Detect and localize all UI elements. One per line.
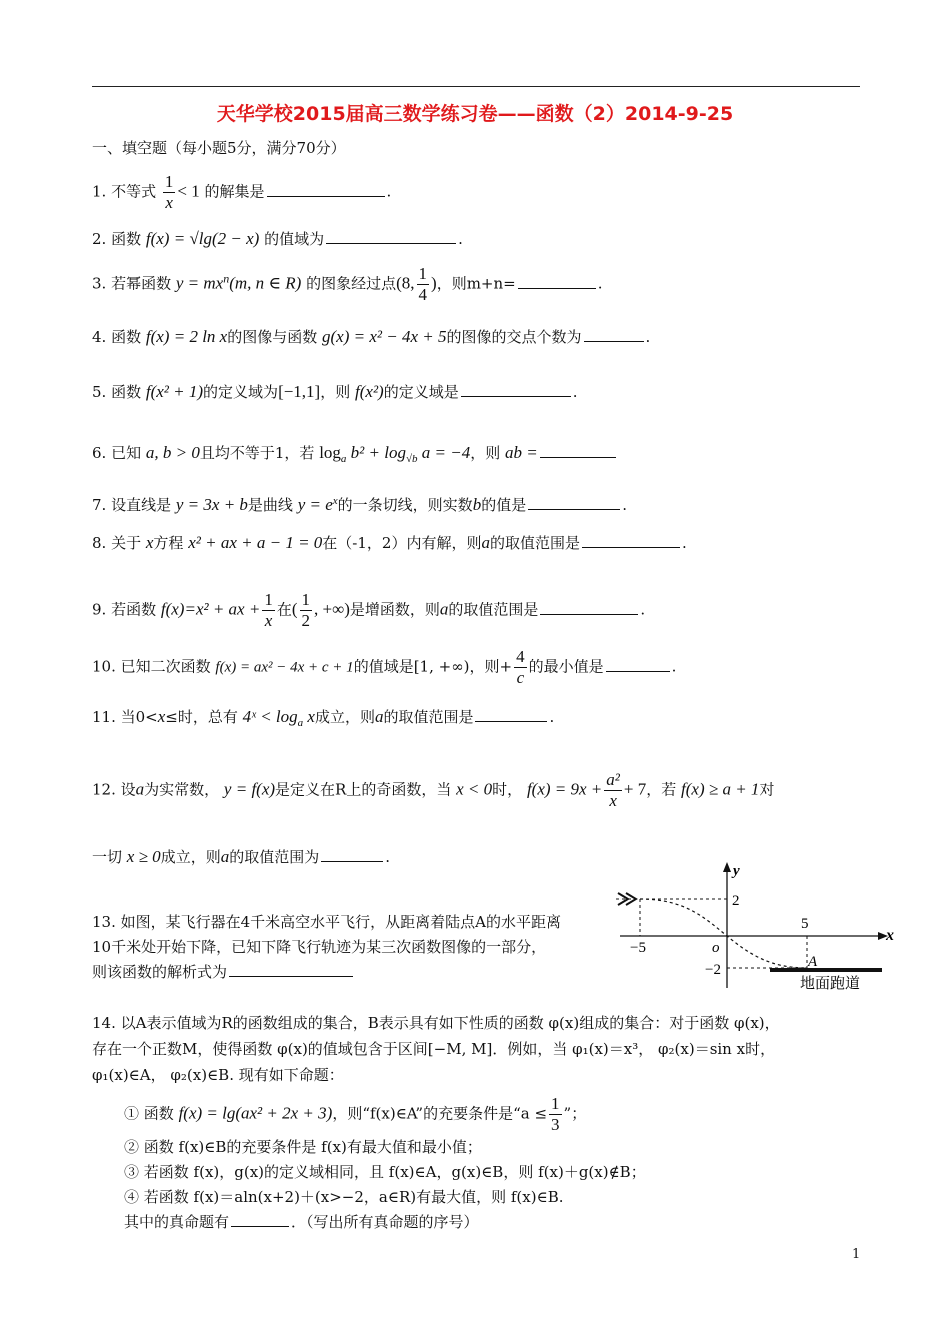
q9-text-a: 9. 若函数 (92, 600, 157, 619)
q12-var2: a (220, 847, 230, 866)
question-13 (92, 910, 592, 985)
q12-text-c: 是定义在R上的奇函数，当 (275, 780, 452, 799)
q11-text-e: . (549, 708, 555, 726)
q12-text-g: 对 (759, 780, 775, 799)
q9-text-b: 在 (276, 600, 292, 619)
flight-curve (640, 899, 807, 968)
q11-x2: x (303, 707, 315, 726)
q14-statement-2: ② 函数 f(x)∈B的充要条件是 f(x)有最大值和最小值； (124, 1138, 482, 1156)
y-axis-label: y (733, 863, 740, 879)
q7-text-a: 7. 设直线是 (92, 496, 172, 514)
question-2 (92, 228, 463, 249)
q5-domain: [−1,1] (278, 382, 321, 401)
q7-answer-blank[interactable] (528, 508, 620, 510)
q11-x: x (157, 707, 166, 726)
y-axis-arrow (723, 862, 731, 872)
q4-f: f(x) = 2 ln x (145, 327, 228, 346)
q3-frac-num: 1 (418, 264, 428, 283)
q14-s5-text: 其中的真命题有 (124, 1213, 230, 1231)
q1-frac-num: 1 (164, 172, 174, 191)
q1-answer-blank[interactable] (267, 195, 385, 197)
q13-line1: 13. 如图，某飞行器在4千米高空水平飞行，从距离着陆点A的水平距离 (92, 913, 562, 931)
question-10 (92, 647, 676, 688)
tick-2: 2 (732, 893, 740, 909)
q14-line1: 14. 以A表示值域为R的函数组成的集合，B表示具有如下性质的函数 φ(x)组成的集合：对于函数 φ(x)， (92, 1014, 780, 1032)
q7-exp: x (332, 495, 338, 507)
q3-text-b: 的图象经过点 (306, 274, 397, 293)
q6-text-b: 且均不等于1，若 (199, 444, 315, 462)
q12-answer-blank[interactable] (321, 860, 383, 862)
q8-text-b: 方程 (153, 534, 184, 552)
q6-answer-blank[interactable] (540, 456, 616, 458)
q8-x: x (145, 533, 154, 552)
q6-ab: ab = (505, 443, 538, 462)
question-1 (92, 172, 391, 213)
flight-path-graph (610, 858, 910, 996)
q6-cond: a, b > 0 (145, 443, 200, 462)
q5-text-b: 的定义域为 (203, 383, 279, 401)
q6-text-c: ，则 (470, 444, 501, 462)
runway-label: 地面跑道 (800, 974, 861, 992)
q14-statement-4: ④ 若函数 f(x)＝aln(x+2)＋(x>−2，a∈R)有最大值，则 f(x)∈B. (124, 1188, 564, 1206)
q13-line2: 10千米处开始下降，已知下降飞行轨迹为某三次函数图像的一部分， (92, 938, 547, 956)
q14-s1-c: ”； (563, 1104, 587, 1123)
q12-line2-a: 一切 (92, 848, 123, 866)
q11-var: a (374, 707, 384, 726)
q7-text-b: 是曲线 (247, 496, 293, 514)
question-9 (92, 590, 645, 631)
q12-line2-c: 的取值范围为 (229, 848, 320, 866)
q3-point-close: ) (431, 273, 437, 293)
question-5 (92, 381, 578, 402)
q11-text-a: 11. 当0< (92, 708, 158, 726)
q10-answer-blank[interactable] (606, 670, 670, 672)
q13-answer-blank[interactable] (229, 975, 353, 977)
q14-frac-den: 3 (551, 1115, 560, 1134)
q3-exp: n (223, 271, 230, 286)
q12-cond: x < 0 (456, 779, 493, 799)
q2-answer-blank[interactable] (326, 242, 456, 244)
section-heading: 一、填空题（每小题5分，满分70分） (92, 139, 346, 157)
q9-int-den: 2 (301, 611, 311, 630)
question-14 (92, 1010, 892, 1088)
q12-text-e: ，若 (646, 780, 677, 799)
q10-frac-num: 4 (516, 647, 525, 666)
question-12-line2 (92, 846, 390, 867)
q7-line: y = 3x + b (175, 495, 248, 514)
point-a-label: A (808, 954, 818, 970)
q14-s1-f: f(x) = lg(ax² + 2x + 3) (178, 1103, 333, 1123)
q12-frac-num: a² (606, 770, 620, 789)
q5-answer-blank[interactable] (461, 395, 571, 397)
q12-line2-b: 成立，则 (160, 848, 221, 866)
q9-interval-open: ( (291, 599, 298, 619)
question-3 (92, 264, 603, 305)
q8-var: a (481, 533, 490, 552)
q12-ineq: f(x) ≥ a + 1 (681, 779, 760, 799)
tick-5: 5 (801, 916, 809, 932)
question-12 (92, 770, 774, 811)
q10-fraction (514, 647, 527, 688)
q6-log1: log (319, 443, 341, 462)
q10-text-a: 10. 已知二次函数 (92, 657, 211, 676)
q11-log-base: a (297, 717, 304, 729)
q6-log2-base: √b (405, 453, 418, 465)
page-number: 1 (852, 1247, 861, 1262)
q4-text-c: 的图像的交点个数为 (446, 328, 582, 346)
q10-f: f(x) = ax² − 4x + c + 1 (215, 659, 354, 676)
q14-s1-b: ，则“f(x)∈A”的充要条件是“a ≤ (332, 1104, 548, 1123)
q6-log2: b² + log (346, 443, 406, 462)
q9-fraction (262, 590, 275, 631)
q3-fraction (417, 264, 430, 305)
q2-expr: f(x) = √lg(2 − x) (145, 229, 260, 248)
q10-text-d: . (671, 657, 677, 676)
q7-curve: y = e (297, 495, 333, 514)
q12-f: f(x) = 9x + (526, 779, 603, 799)
question-6 (92, 442, 618, 465)
q12-line2-d: . (385, 848, 390, 866)
q1-frac-den: x (165, 193, 173, 212)
page-title: 天华学校2015届高三数学练习卷——函数（2）2014-9-25 (216, 103, 734, 125)
q14-line3: φ₁(x)∈A， φ₂(x)∈B. 现有如下命题： (92, 1066, 344, 1084)
q12-var: a (135, 779, 145, 799)
q9-interval-fraction (300, 590, 313, 631)
q7-text-c: 的一条切线，则实数 (337, 496, 473, 514)
q1-text-b: 的解集是 (204, 182, 265, 201)
q1-lt: < 1 (177, 181, 200, 201)
q14-line2: 存在一个正数M，使得函数 φ(x)的值域包含于区间[−M, M]．例如，当 φ₁(x)＝x³， φ₂(x)＝sin x时， (92, 1040, 776, 1058)
q7-text-d: 的值是 (481, 496, 527, 514)
q4-text-b: 的图像与函数 (227, 328, 318, 346)
q14-statement-5 (124, 1211, 479, 1232)
q11-text-d: 的取值范围是 (383, 708, 474, 726)
q2-text-c: . (458, 230, 463, 248)
q4-text-a: 4. 函数 (92, 328, 142, 346)
q9-text-e: . (640, 600, 646, 619)
q3-expr: y = mx (175, 273, 224, 293)
q8-text-e: . (681, 534, 687, 552)
q4-text-d: . (645, 328, 651, 346)
q14-statement-3: ③ 若函数 f(x)，g(x)的定义域相同，且 f(x)∈A，g(x)∈B，则 f(x)＋g(x)∉B； (124, 1163, 646, 1181)
q9-answer-blank[interactable] (540, 613, 638, 615)
q1-fraction (163, 172, 176, 213)
q13-line3-text: 则该函数的解析式为 (92, 963, 228, 981)
q12-fraction (604, 770, 622, 811)
q4-g: g(x) = x² − 4x + 5 (322, 327, 447, 346)
q7-var: b (472, 495, 482, 514)
q9-var: a (439, 599, 449, 619)
q11-text-b: ≤时，总有 (165, 708, 238, 726)
q14-answer-blank[interactable] (231, 1225, 289, 1227)
q8-text-c: 在（-1，2）内有解，则 (322, 534, 482, 552)
q11-ineq: 4ˣ < log (242, 707, 298, 726)
q5-f2: f(x²) (355, 382, 384, 401)
q3-point: (8, (396, 273, 415, 293)
q3-frac-den: 4 (418, 285, 428, 304)
q12-text-a: 12. 设 (92, 780, 136, 799)
q12-cond2: x ≥ 0 (126, 847, 161, 866)
q11-text-c: 成立，则 (314, 708, 375, 726)
q5-f: f(x² + 1) (145, 382, 204, 401)
q5-text-d: 的定义域是 (383, 383, 459, 401)
q1-text-a: 1. 不等式 (92, 182, 157, 201)
q5-text-a: 5. 函数 (92, 383, 142, 401)
q8-text-d: 的取值范围是 (489, 534, 580, 552)
q3-text-a: 3. 若幂函数 (92, 274, 172, 293)
header-rule (92, 86, 860, 87)
origin-label: o (712, 940, 720, 956)
q3-text-c: ，则m+n= (436, 274, 516, 293)
q13-line3 (92, 960, 592, 985)
tick-neg2: −2 (705, 962, 721, 978)
q9-interval-close: , +∞) (314, 599, 350, 619)
q11-answer-blank[interactable] (475, 720, 547, 722)
question-8 (92, 532, 687, 553)
q14-s1-a: ① 函数 (124, 1104, 174, 1123)
q9-frac-den: x (264, 611, 273, 630)
q9-frac-num: 1 (264, 590, 273, 609)
q8-eq: x² + ax + a − 1 = 0 (188, 533, 323, 552)
q12-frac-den: x (609, 791, 617, 810)
q14-s1-fraction (549, 1094, 562, 1135)
q8-answer-blank[interactable] (582, 546, 680, 548)
q12-text-b: 为实常数， (144, 780, 220, 799)
q3-text-d: . (597, 274, 603, 293)
runway (770, 968, 882, 972)
q12-f2: + 7 (623, 779, 647, 799)
question-7 (92, 494, 627, 515)
q12-y: y = f(x) (223, 779, 276, 799)
q9-text-d: 的取值范围是 (448, 600, 539, 619)
question-4 (92, 326, 650, 347)
q2-text-a: 2. 函数 (92, 230, 142, 248)
q2-text-b: 的值域为 (264, 230, 325, 248)
question-11 (92, 706, 554, 729)
q7-text-e: . (622, 496, 627, 514)
q14-statement-1 (124, 1094, 586, 1135)
q6-log1-base: a (340, 453, 347, 465)
q14-frac-num: 1 (551, 1094, 560, 1113)
q1-text-c: . (386, 182, 392, 201)
q6-text-a: 6. 已知 (92, 444, 142, 462)
q10-text-b: 的值域是[1, +∞)，则+ (353, 657, 513, 676)
x-axis-label: x (886, 927, 894, 944)
q9-text-c: 是增函数，则 (349, 600, 440, 619)
q14-s5-note: ．（写出所有真命题的序号） (291, 1213, 479, 1231)
q5-text-e: . (572, 383, 578, 401)
q5-text-c: ，则 (320, 383, 351, 401)
q9-int-num: 1 (301, 590, 311, 609)
q6-rhs: a = −4 (417, 443, 471, 462)
q3-answer-blank[interactable] (518, 287, 596, 289)
q8-text-a: 8. 关于 (92, 534, 142, 552)
q3-expr2: (m, n ∈ R) (229, 273, 302, 293)
q12-text-d: 时， (492, 780, 523, 799)
q10-frac-den: c (516, 668, 525, 687)
tick-neg5: −5 (630, 940, 646, 956)
q4-answer-blank[interactable] (584, 340, 644, 342)
q9-f: f(x)=x² + ax + (160, 599, 261, 619)
aircraft-arrow-icon (618, 893, 636, 905)
q10-text-c: 的最小值是 (528, 657, 604, 676)
